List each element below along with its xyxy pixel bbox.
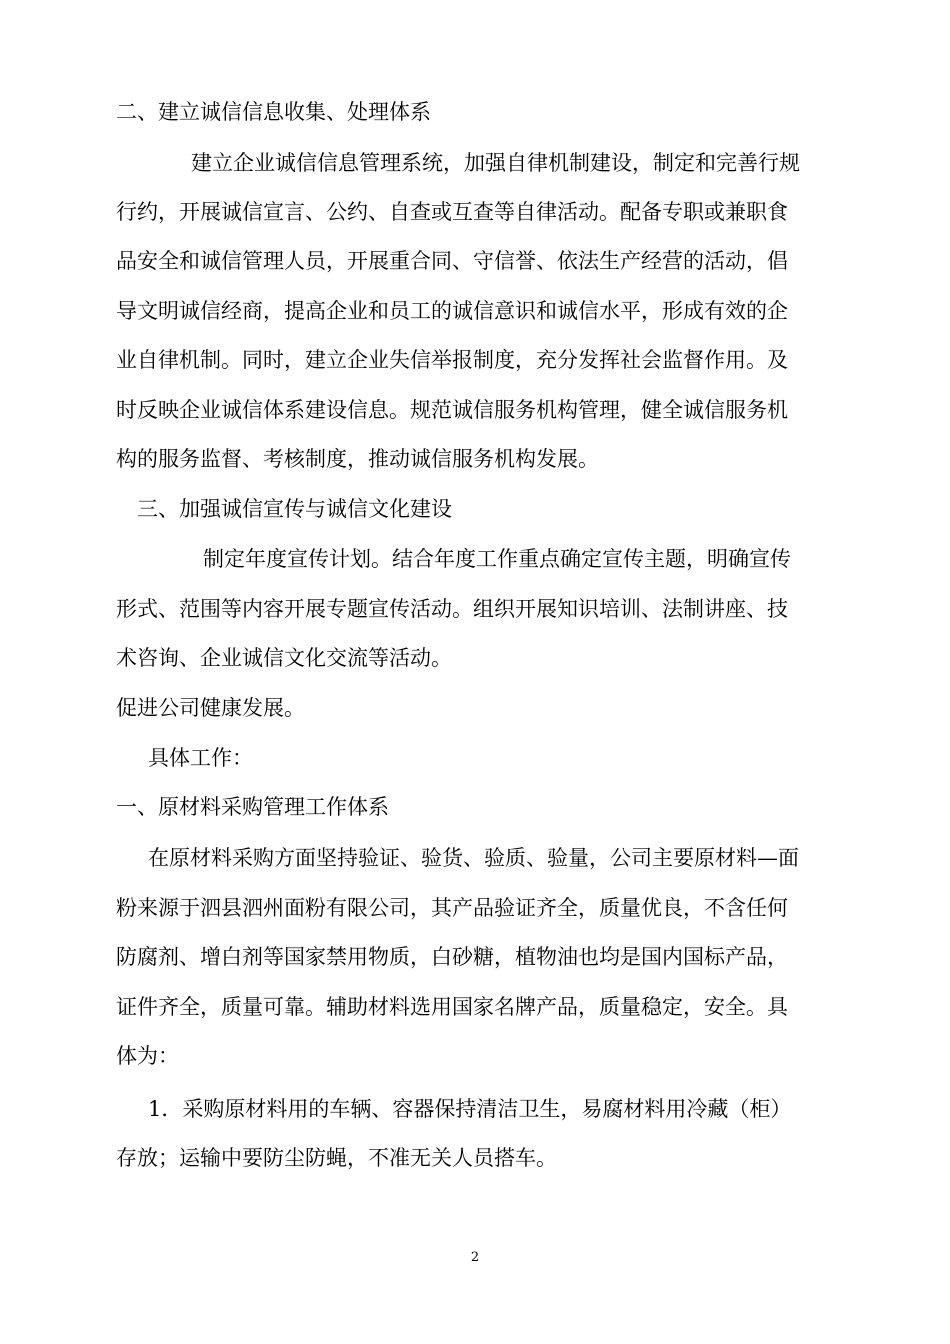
paragraph-line: 术咨询、企业诚信文化交流等活动。 [116, 646, 452, 670]
section-heading-credit-info: 二、建立诚信信息收集、处理体系 [116, 100, 431, 124]
paragraph-line: 构的服务监督、考核制度，推动诚信服务机构发展。 [116, 447, 599, 471]
paragraph-line: 形式、范围等内容开展专题宣传活动。组织开展知识培训、法制讲座、技 [116, 597, 788, 621]
subheading-specific-work: 具体工作： [148, 746, 253, 770]
section-heading-credit-culture: 三、加强诚信宣传与诚信文化建设 [137, 497, 452, 521]
paragraph-line: 行约，开展诚信宣言、公约、自查或互查等自律活动。配备专职或兼职食 [116, 200, 788, 224]
paragraph-line: 品安全和诚信管理人员，开展重合同、守信誉、依法生产经营的活动，倡 [116, 249, 788, 273]
paragraph-line: 制定年度宣传计划。结合年度工作重点确定宣传主题，明确宣传 [203, 547, 791, 571]
paragraph-line: 导文明诚信经商，提高企业和员工的诚信意识和诚信水平，形成有效的企 [116, 299, 788, 323]
paragraph-line: 存放；运输中要防尘防蝇，不准无关人员搭车。 [116, 1146, 557, 1170]
paragraph-line: 证件齐全，质量可靠。辅助材料选用国家名牌产品，质量稳定，安全。具 [116, 995, 788, 1019]
paragraph-line: 防腐剂、增白剂等国家禁用物质，白砂糖，植物油也均是国内国标产品， [116, 945, 788, 969]
list-item-1: 1．采购原材料用的车辆、容器保持清洁卫生，易腐材料用冷藏（柜） [148, 1097, 792, 1121]
paragraph-line: 体为： [116, 1044, 179, 1068]
paragraph-line: 促进公司健康发展。 [116, 696, 305, 720]
paragraph-line: 建立企业诚信信息管理系统，加强自律机制建设，制定和完善行规 [191, 151, 800, 175]
section-heading-raw-material: 一、原材料采购管理工作体系 [116, 795, 389, 819]
page-number: 2 [470, 1250, 480, 1265]
paragraph-line: 时反映企业诚信体系建设信息。规范诚信服务机构管理，健全诚信服务机 [116, 398, 788, 422]
paragraph-line: 在原材料采购方面坚持验证、验货、验质、验量，公司主要原材料—面 [148, 846, 799, 870]
paragraph-line: 业自律机制。同时，建立企业失信举报制度，充分发挥社会监督作用。及 [116, 348, 788, 372]
paragraph-line: 粉来源于泗县泗州面粉有限公司，其产品验证齐全，质量优良，不含任何 [116, 896, 788, 920]
